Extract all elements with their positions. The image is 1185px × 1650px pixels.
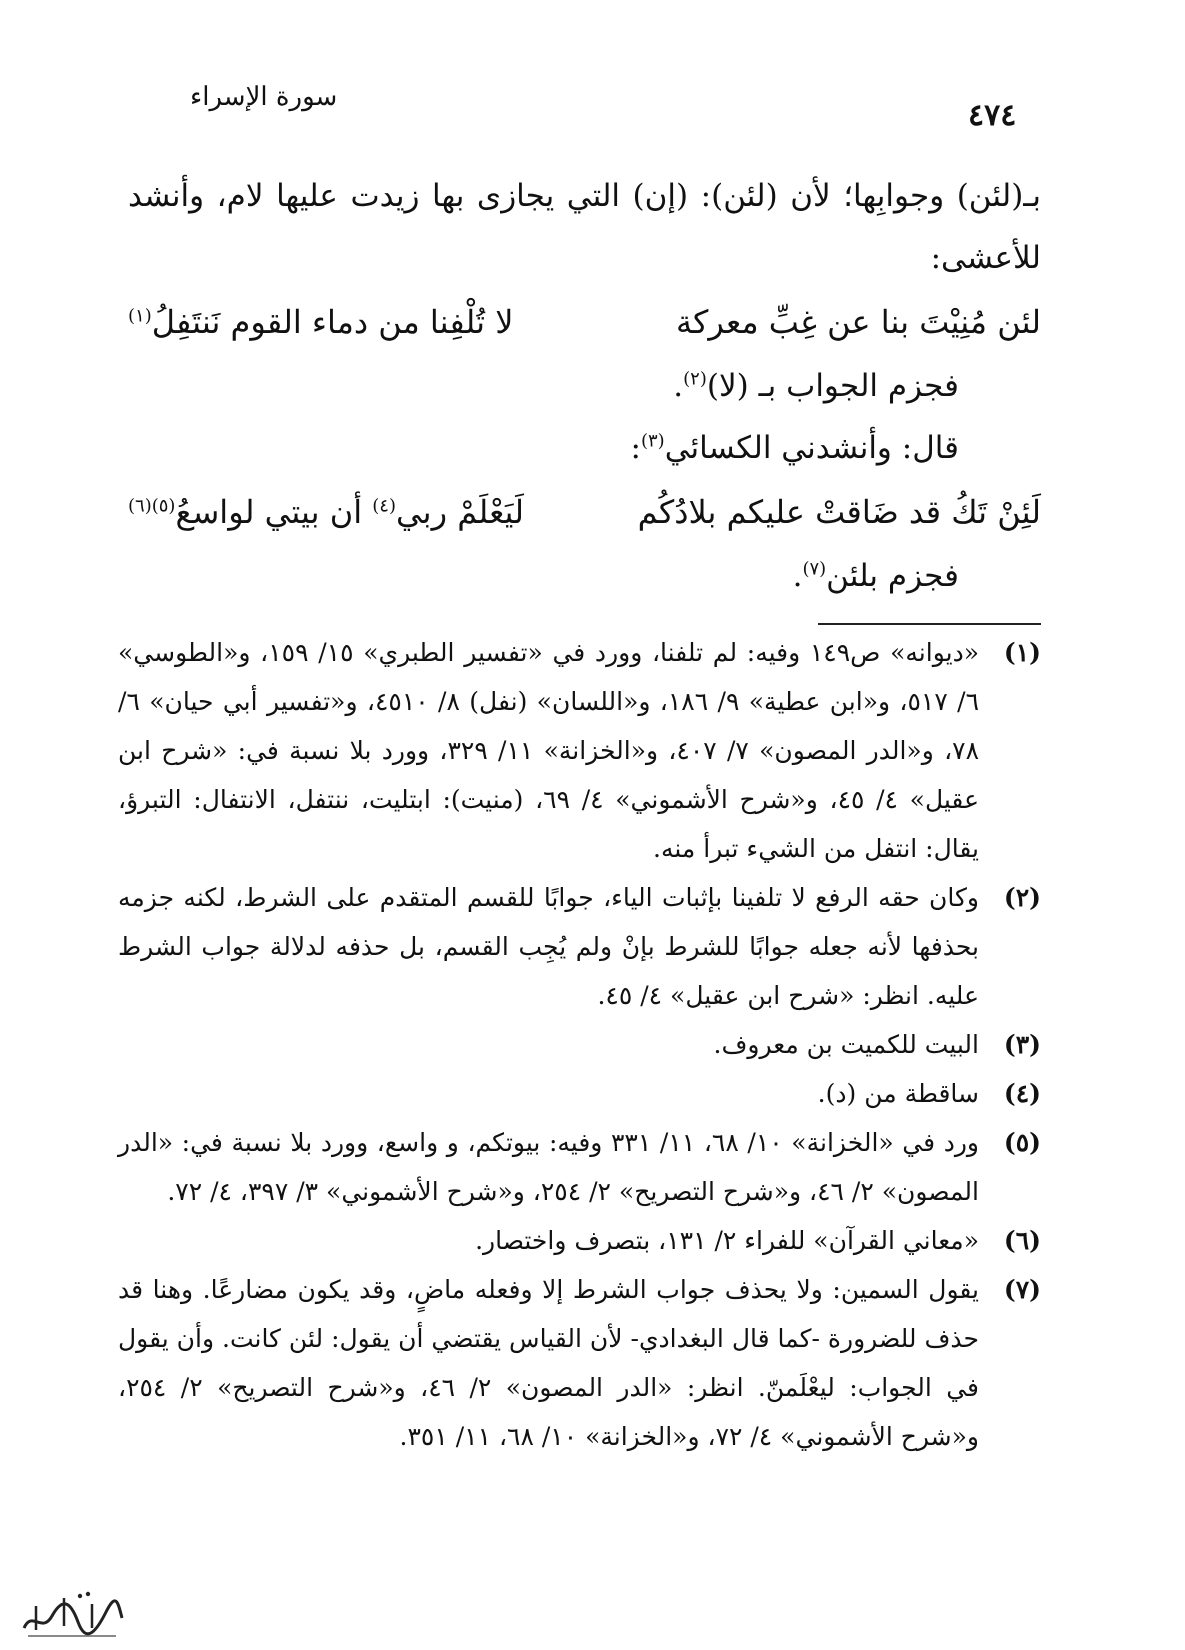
footnote-ref[interactable]: (٤) — [372, 495, 396, 517]
footnote-number: (٦) — [1003, 1226, 1041, 1255]
text-line: فجزم الجواب بـ (لا)$^{(٢)}$. — [673, 368, 959, 404]
text: فجزم بلئن — [826, 558, 959, 594]
footnote-text: البيت للكميت بن معروف. — [713, 1030, 979, 1059]
footnote — [118, 1118, 1041, 1216]
text-line: قال: وأنشدني الكسائي$^{(٣)}$: — [630, 430, 959, 466]
page-number: ٤٧٤ — [968, 98, 1017, 133]
running-title: سورة الإسراء — [190, 82, 338, 112]
verse-hemistich-left — [128, 289, 513, 355]
footnote-text: ساقطة من (د). — [817, 1079, 979, 1108]
footnote-ref[interactable]: (٢) — [683, 368, 707, 390]
footnote-number: (٤) — [1003, 1079, 1041, 1108]
verse-line — [128, 479, 1041, 545]
footnote-text: «معاني القرآن» للفراء ٢/ ١٣١، بتصرف واختصار. — [475, 1226, 979, 1255]
verse-text: أن بيتي لواسعُ — [175, 493, 363, 531]
verse-line — [128, 289, 1041, 355]
footnote-text: «ديوانه» ص١٤٩ وفيه: لم تلفنا، وورد في «تفسير الطبري» ١٥/ ١٥٩، و«الطوسي» ٦/ ٥١٧، و«ابن عطية» ٩/ ١٨٦، و«اللسان» (نفل) ٨/ ٤٥١٠، و«تفسير أبي حيان» ٦/ ٧٨، و«الدر المصون» ٧/ ٤٠٧، و«الخزانة» ١١/ ٣٢٩، وورد بلا نسبة في: «شرح ابن عقيل» ٤/ ٤٥، و«شرح الأشموني» ٤/ ٦٩، (منيت): ابتليت، ننتفل، الانتفال: التبرؤ، يقال: انتفل من الشيء تبرأ منه. — [118, 638, 980, 863]
verse-text: لَئِنْ تَكُ قد ضَاقتْ عليكم بلادُكُم — [637, 493, 1041, 531]
verse-hemistich-right — [676, 289, 1041, 355]
footnote — [118, 873, 1041, 1020]
footnote — [118, 1216, 1041, 1265]
footnote-text: وكان حقه الرفع لا تلفينا بإثبات الياء، جوابًا للقسم المتقدم على الشرط، لكنه جزمه بحذفها لأنه جعله جوابًا للشرط بإنْ ولم يُجِب القسم، بل حذفه لدلالة جواب الشرط عليه. انظر: «شرح ابن عقيل» ٤/ ٤٥. — [118, 883, 979, 1010]
footnote-ref[interactable]: (٣) — [640, 430, 665, 452]
footnote — [118, 628, 1041, 873]
footnote-number: (١) — [1003, 638, 1041, 667]
footnote-text: يقول السمين: ولا يحذف جواب الشرط إلا وفعله ماضٍ، وقد يكون مضارعًا. وهنا قد حذف للضرورة -كما قال البغدادي- لأن القياس يقتضي أن يقول: لئن كانت. وأن يقول في الجواب: ليعْلَمنّ. انظر: «الدر المصون» ٢/ ٤٦، و«شرح التصريح» ٢/ ٢٥٤، و«شرح الأشموني» ٤/ ٧٢، و«الخزانة» ١٠/ ٦٨، ١١/ ٣٥١. — [118, 1275, 979, 1451]
text-line: فجزم بلئن$^{(٧)}$. — [792, 558, 959, 594]
footnote-number: (٧) — [1003, 1275, 1041, 1304]
verse-text: لئن مُنِيْتَ بنا عن غِبِّ معركة — [675, 303, 1041, 341]
footnote-ref[interactable]: (٥)(٦) — [128, 495, 176, 517]
verse-hemistich-right — [638, 479, 1041, 545]
footnote — [118, 1265, 1041, 1461]
footnote — [118, 1069, 1041, 1118]
paragraph: بـ(لئن) وجوابِها؛ لأن (لئن): (إن) التي يجازى بها زيدت عليها لام، وأنشد للأعشى: — [128, 178, 1041, 276]
verse-text: لَيَعْلَمْ ربي — [396, 493, 524, 531]
verse-hemistich-left — [128, 479, 524, 545]
footnote-number: (٢) — [1003, 883, 1041, 912]
text: فجزم الجواب بـ (لا) — [706, 368, 959, 404]
footnote — [118, 1020, 1041, 1069]
footnote-number: (٣) — [1003, 1030, 1041, 1059]
verse-text: لا تُلْفِنا من دماء القوم نَنتَفِلُ — [151, 303, 514, 341]
text: قال: وأنشدني الكسائي — [664, 430, 959, 466]
library-logo-stamp-icon — [18, 1588, 126, 1640]
footnote-text: ورد في «الخزانة» ١٠/ ٦٨، ١١/ ٣٣١ وفيه: بيوتكم، و واسع، وورد بلا نسبة في: «الدر المصون» ٢/ ٤٦، و«شرح التصريح» ٢/ ٢٥٤، و«شرح الأشموني» ٣/ ٣٩٧، ٤/ ٧٢. — [118, 1128, 979, 1206]
main-text — [128, 165, 1041, 607]
footnote-separator — [818, 623, 1041, 625]
footnote-number: (٥) — [1003, 1128, 1041, 1157]
footnote-ref[interactable]: (٧) — [802, 558, 827, 580]
footnote-ref[interactable]: (١) — [128, 305, 152, 327]
footnotes — [118, 628, 1041, 1461]
